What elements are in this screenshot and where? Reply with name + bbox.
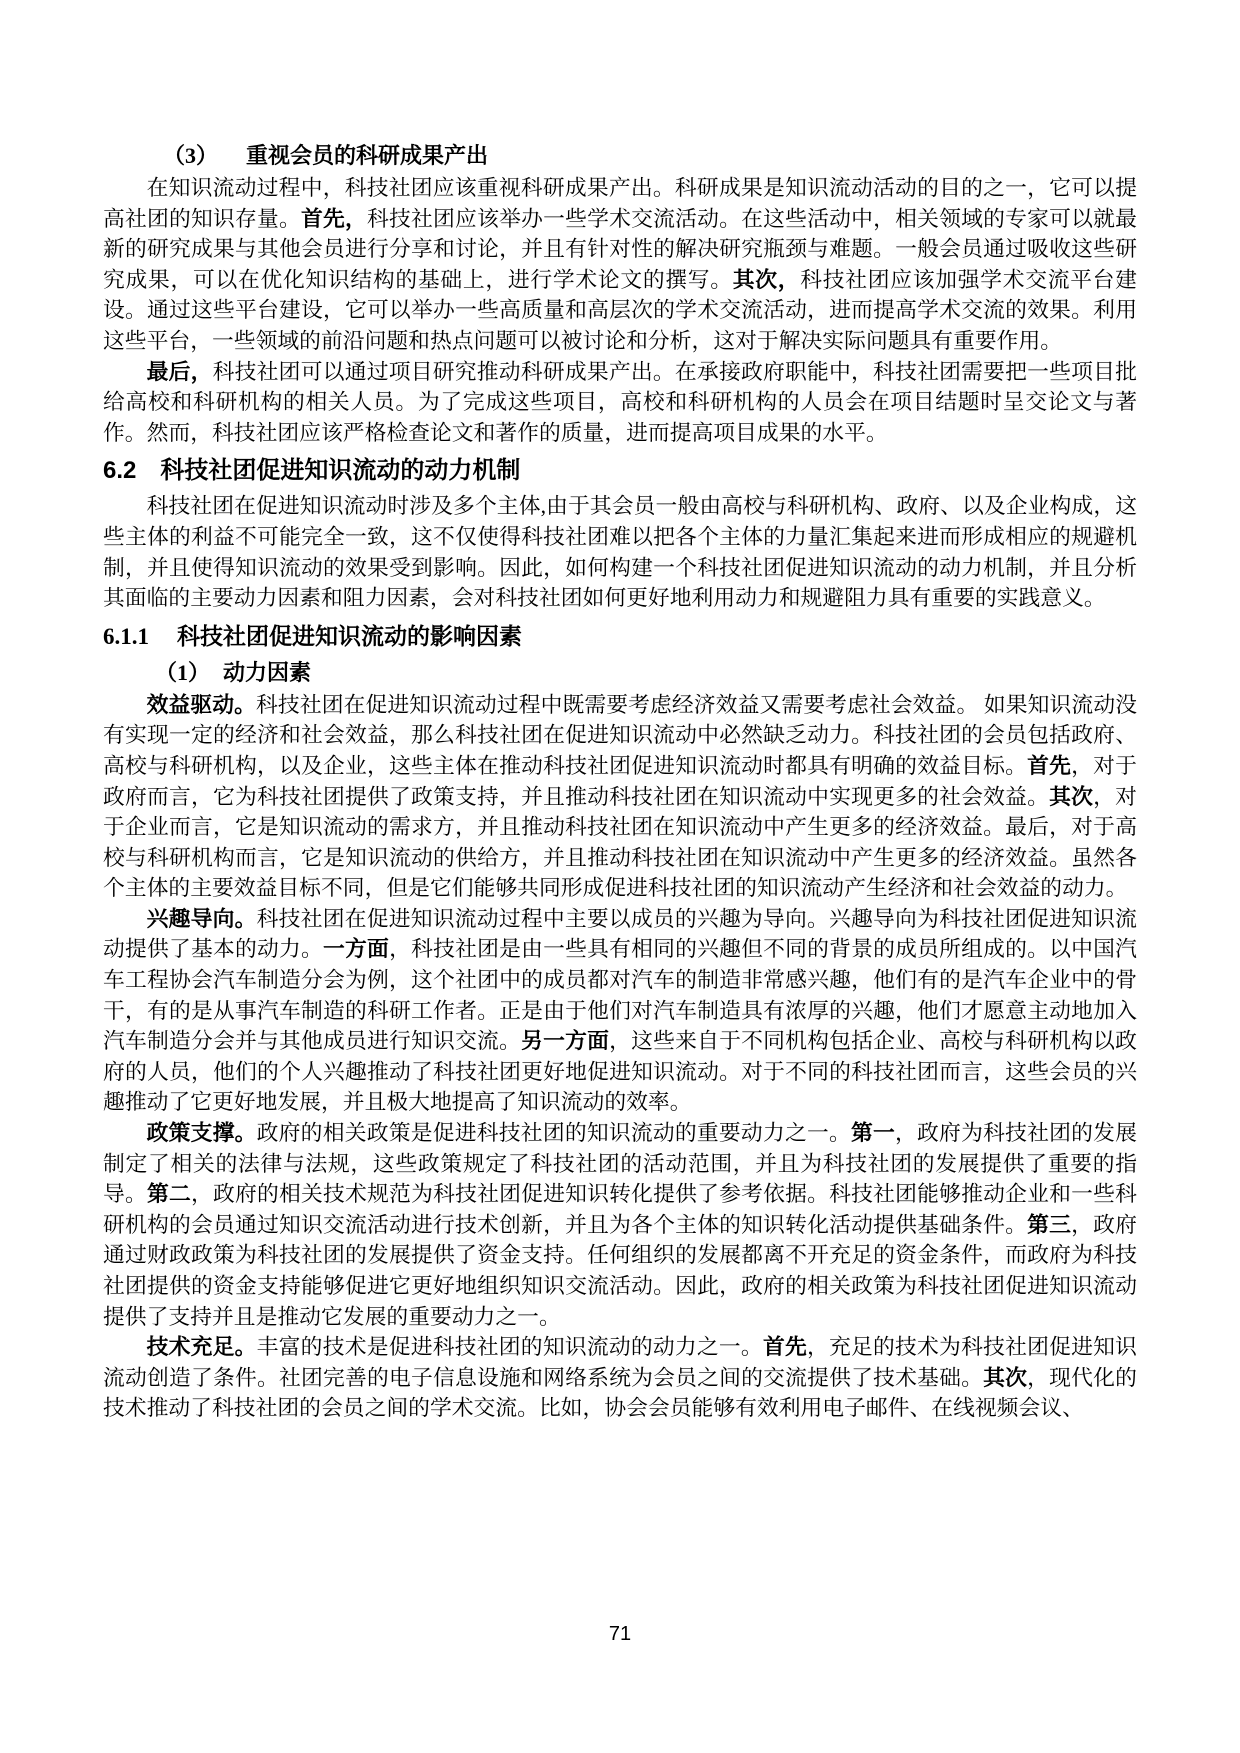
heading-title: 动力因素 [223,659,312,685]
heading-number: （3） [163,143,219,168]
text-run-bold: 首先， [301,206,368,231]
text-run: ，对于政府而言，它为科技社团提供了政策支持，并且推动科技社团在知识流动中实现更多的社会效益。 [103,753,1137,809]
paragraph-policy-support [103,1118,1137,1332]
text-run: 科技社团可以通过项目研究推动科研成果产出。在承接政府职能中，科技社团需要把一些项目批给高校和科研机构的相关人员。为了完成这些项目，高校和科研机构的人员会在项目结题时呈交论文与著作。然而，科技社团应该严格检查论文和著作的质量，进而提高项目成果的水平。 [103,359,1137,445]
text-run-bold: 其次， [732,267,801,292]
heading-number: （1） [155,659,211,685]
section-title: 科技社团促进知识流动的影响因素 [177,623,522,649]
text-run-bold: 兴趣导向。 [146,906,257,931]
page-number: 71 [608,1623,632,1645]
text-run-bold: 最后， [146,359,213,384]
heading-driving-factors [103,657,1137,688]
paragraph-technology-sufficiency [103,1332,1137,1424]
text-run-bold: 首先 [1027,753,1072,778]
text-run: 丰富的技术是促进科技社团的知识流动的动力之一。 [256,1335,763,1360]
paragraph-benefit-driven [103,690,1137,904]
text-run: ，这些来自于不同机构包括企业、高校与科研机构以政府的人员，他们的个人兴趣推动了科技社团更好地促进知识流动。对于不同的科技社团而言，这些会员的兴趣推动了它更好地发展，并且极大地提高了知识流动的效率。 [103,1029,1137,1115]
paragraph-interest-oriented [103,904,1137,1118]
section-number: 6.2 [103,457,137,485]
section-title: 科技社团促进知识流动的动力机制 [160,457,521,485]
section-heading-6-2 [103,454,1137,488]
text-run: ，政府为科技社团的发展制定了相关的法律与法规，这些政策规定了科技社团的活动范围，并且为科技社团的发展提供了重要的指导。 [103,1121,1137,1207]
text-run: ，对于企业而言，它是知识流动的需求方，并且推动科技社团在知识流动中产生更多的经济效益。最后，对于高校与科研机构而言，它是知识流动的供给方，并且推动科技社团在知识流动中产生更多的经济效益。虽然各个主体的主要效益目标不同，但是它们能够共同形成促进科技社团的知识流动产生经济和社会效益的动力。 [103,784,1137,901]
text-run-bold: 其次 [1049,784,1094,809]
text-run: 政府的相关政策是促进科技社团的知识流动的重要动力之一。 [256,1121,851,1146]
text-run-bold: 第一 [851,1121,896,1146]
text-run-bold: 第二 [147,1182,192,1207]
text-run: 科技社团应该举办一些学术交流活动。在这些活动中，相关领域的专家可以就最新的研究成果与其他会员进行分享和讨论，并且有针对性的解决研究瓶颈与难题。一般会员通过吸收这些研究成果，可以在优化知识结构的基础上，进行学术论文的撰写。 [103,206,1137,292]
text-run-bold: 另一方面 [521,1029,610,1054]
heading-gap [149,643,177,644]
text-run-bold: 效益驱动。 [146,692,257,717]
text-run: ，政府的相关技术规范为科技社团促进知识转化提供了参考依据。科技社团能够推动企业和一些科研机构的会员通过知识交流活动进行技术创新，并且为各个主体的知识转化活动提供基础条件。 [103,1182,1137,1237]
text-run: ，现代化的技术推动了科技社团的会员之间的学术交流。比如，协会会员能够有效利用电子邮件、在线视频会议、 [103,1365,1137,1421]
text-run-bold: 一方面 [323,937,390,962]
text-run-bold: 第三 [1027,1212,1072,1237]
text-run: ，政府通过财政政策为科技社团的发展提供了资金支持。任何组织的发展都离不开充足的资金条件，而政府为科技社团提供的资金支持能够促进它更好地组织知识交流活动。因此，政府的相关政策为科技社团促进知识流动提供了支持并且是推动它发展的重要动力之一。 [103,1212,1137,1329]
text-run: 科技社团在促进知识流动过程中主要以成员的兴趣为导向。兴趣导向为科技社团促进知识流动提供了基本的动力。 [103,906,1137,962]
text-run-bold: 其次 [983,1365,1028,1390]
heading-title: 重视会员的科研成果产出 [246,143,489,168]
text-run: ，充足的技术为科技社团促进知识流动创造了条件。社团完善的电子信息设施和网络系统为会员之间的交流提供了技术基础。 [103,1335,1137,1390]
text-run: ，科技社团是由一些具有相同的兴趣但不同的背景的成员所组成的。以中国汽车工程协会汽车制造分会为例，这个社团中的成员都对汽车的制造非常感兴趣，他们有的是汽车企业中的骨干，有的是从事汽车制造的科研工作者。正是由于他们对汽车制造具有浓厚的兴趣，他们才愿意主动地加入汽车制造分会并与其他成员进行知识交流。 [103,937,1137,1054]
text-run: 科技社团在促进知识流动过程中既需要考虑经济效益又需要考虑社会效益。 如果知识流动没有实现一定的经济和社会效益，那么科技社团在促进知识流动中必然缺乏动力。科技社团的会员包括政府、高校与科研机构，以及企业，这些主体在推动科技社团促进知识流动时都具有明确的效益目标。 [103,692,1137,778]
paragraph-project-research [103,357,1137,449]
heading-gap [218,162,246,163]
text-run-bold: 技术充足。 [146,1335,257,1360]
heading-research-output [103,140,1137,171]
text-run: 科技社团应该加强学术交流平台建设。通过这些平台建设，它可以举办一些高质量和高层次的学术交流活动，进而提高学术交流的效果。利用这些平台，一些领域的前沿问题和热点问题可以被讨论和分析，这对于解决实际问题具有重要作用。 [103,267,1137,353]
text-run: 在知识流动过程中，科技社团应该重视科研成果产出。科研成果是知识流动活动的目的之一，它可以提高社团的知识存量。 [103,176,1137,231]
paragraph-multi-subjects [103,491,1137,613]
heading-gap [136,477,160,478]
section-heading-6-1-1 [103,620,1137,654]
paragraph-knowledge-flow-output [103,173,1137,357]
section-number: 6.1.1 [103,623,149,649]
text-run-bold: 政策支撑。 [146,1121,257,1146]
text-run-bold: 首先 [762,1335,807,1360]
heading-gap [210,679,223,680]
text-run: 科技社团在促进知识流动时涉及多个主体,由于其会员一般由高校与科研机构、政府、以及企业构成，这些主体的利益不可能完全一致，这不仅使得科技社团难以把各个主体的力量汇集起来进而形成相应的规避机制，并且使得知识流动的效果受到影响。因此，如何构建一个科技社团促进知识流动的动力机制，并且分析其面临的主要动力因素和阻力因素，会对科技社团如何更好地利用动力和规避阻力具有重要的实践意义。 [103,494,1137,611]
